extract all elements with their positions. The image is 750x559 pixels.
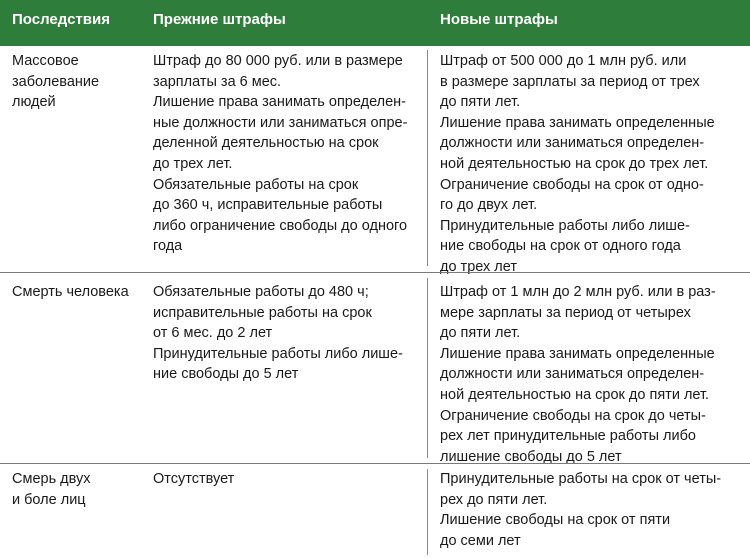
text-line: Обязательные работы на срок — [153, 176, 359, 193]
text-line: Принудительные работы на срок от четы- — [440, 471, 722, 487]
text-line: ние свободы на срок от одного года — [440, 238, 681, 255]
text-line: Смерь двух — [12, 471, 91, 487]
text-line: ные должности или заниматься опре- — [153, 114, 408, 131]
header-consequences: Последствия — [12, 11, 110, 28]
table-header — [0, 0, 750, 46]
text-line: го до двух лет. — [440, 197, 538, 214]
consequence-cell — [12, 51, 99, 113]
text-line: до 360 ч, исправительные работы — [153, 197, 383, 214]
text-line: зарплаты за 6 мес. — [153, 73, 282, 90]
text-line: года — [153, 238, 183, 255]
new-penalties-cell — [440, 469, 721, 551]
text-line: рех до пяти лет. — [440, 491, 548, 508]
text-line: Лишение права занимать определен- — [153, 94, 407, 111]
text-line: до семи лет — [440, 532, 521, 549]
text-line: и боле лиц — [12, 491, 86, 508]
text-line: Принудительные работы либо лише- — [153, 345, 403, 362]
text-line: ной деятельностью на срок до пяти лет. — [440, 386, 710, 403]
text-line: до трех лет — [440, 258, 517, 275]
text-line: Лишение права занимать определенные — [440, 345, 715, 362]
column-divider — [427, 469, 428, 555]
new-penalties-cell — [440, 51, 715, 278]
text-line: Лишение права занимать определенные — [440, 114, 715, 131]
old-penalties-cell — [153, 469, 234, 490]
text-line: Штраф от 1 млн до 2 млн руб. или в раз- — [440, 284, 716, 300]
text-line: заболевание — [12, 73, 100, 90]
text-line: Отсутствует — [153, 471, 235, 487]
text-line: деленной деятельностью на срок — [153, 135, 379, 152]
new-penalties-cell — [440, 282, 716, 467]
header-new-penalties: Новые штрафы — [440, 11, 558, 28]
table-row — [0, 273, 750, 463]
text-line: Массовое — [12, 53, 79, 69]
consequence-cell — [12, 282, 129, 303]
text-line: ние свободы до 5 лет — [153, 366, 299, 383]
text-line: Ограничение свободы на срок до четы- — [440, 407, 706, 424]
text-line: в размере зарплаты за период от трех — [440, 73, 700, 90]
text-line: лишение свободы до 5 лет — [440, 448, 622, 465]
table-row — [0, 46, 750, 275]
old-penalties-cell — [153, 282, 403, 385]
text-line: либо ограничение свободы до одного — [153, 217, 408, 234]
text-line: мере зарплаты за период от четырех — [440, 304, 691, 321]
column-divider — [427, 50, 428, 266]
text-line: от 6 мес. до 2 лет — [153, 325, 273, 342]
column-divider — [427, 278, 428, 458]
text-line: Ограничение свободы на срок от одно- — [440, 176, 704, 193]
text-line: должности или заниматься определен- — [440, 135, 705, 152]
text-line: Штраф от 500 000 до 1 млн руб. или — [440, 53, 687, 69]
text-line: должности или заниматься определен- — [440, 366, 705, 383]
table-row — [0, 464, 750, 559]
text-line: Штраф до 80 000 руб. или в размере — [153, 53, 403, 69]
text-line: до трех лет. — [153, 155, 233, 172]
old-penalties-cell — [153, 51, 407, 257]
text-line: Смерть человека — [12, 284, 129, 300]
text-line: до пяти лет. — [440, 94, 521, 111]
text-line: ной деятельностью на срок до трех лет. — [440, 155, 709, 172]
consequence-cell — [12, 469, 91, 510]
text-line: до пяти лет. — [440, 325, 521, 342]
text-line: Лишение свободы на срок от пяти — [440, 512, 671, 529]
text-line: рех лет принудительные работы либо — [440, 428, 696, 445]
text-line: исправительные работы на срок — [153, 304, 372, 321]
header-old-penalties: Прежние штрафы — [153, 11, 286, 28]
text-line: Принудительные работы либо лише- — [440, 217, 690, 234]
text-line: Обязательные работы до 480 ч; — [153, 284, 369, 300]
text-line: людей — [12, 94, 56, 111]
